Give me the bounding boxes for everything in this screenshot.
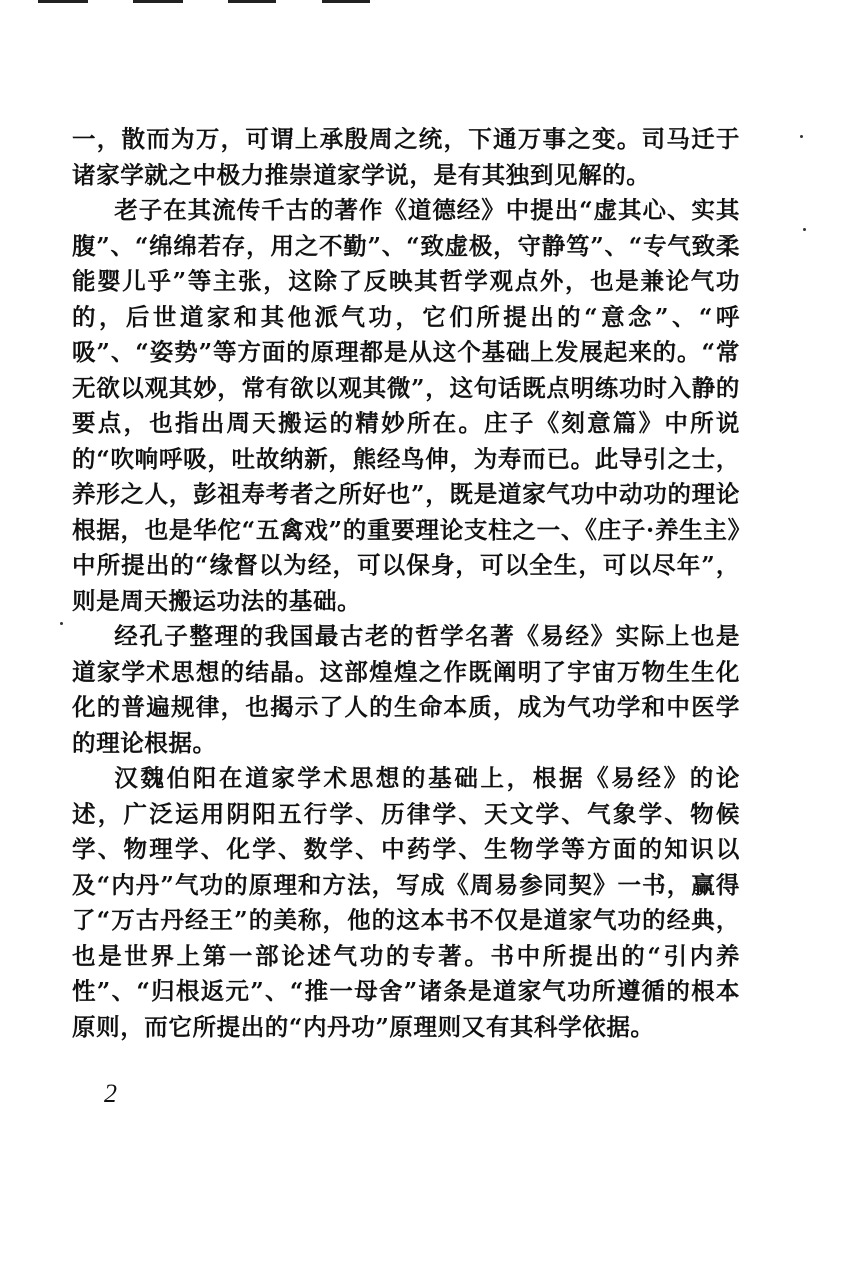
scan-speck [803,228,806,231]
page-number: 2 [104,1079,117,1108]
top-rule-1 [38,0,88,3]
body-text [72,122,740,1045]
top-rule-4 [322,0,370,3]
paragraph-2: 老子在其流传千古的著作《道德经》中提出“虚其心、实其腹”、“绵绵若存，用之不勤”、“致虚极，守静笃”、“专气致柔能婴儿乎”等主张，这除了反映其哲学观点外，也是兼论气功的，后世道家和其他派气功，它们所提出的“意念”、“呼吸”、“姿势”等方面的原理都是从这个基础上发展起来的。“常无欲以观其妙，常有欲以观其微”，这句话既点明练功时入静的要点，也指出周天搬运的精妙所在。庄子《刻意篇》中所说的“吹响呼吸，吐故纳新，熊经鸟伸，为寿而已。此导引之士，养形之人，彭祖寿考者之所好也”，既是道家气功中动功的理论根据，也是华佗“五禽戏”的重要理论支柱之一、《庄子·养生主》中所提出的“缘督以为经，可以保身，可以全生，可以尽年”，则是周天搬运功法的基础。 [72,196,740,615]
paragraph-1: 一，散而为万，可谓上承殷周之统，下通万事之变。司马迁于诸家学就之中极力推崇道家学说，是有其独到见解的。 [72,125,740,189]
top-rule-2 [133,0,183,3]
scan-speck [800,135,803,138]
paragraph-3: 经孔子整理的我国最古老的哲学名著《易经》实际上也是道家学术思想的结晶。这部煌煌之作既阐明了宇宙万物生生化化的普遍规律，也揭示了人的生命本质，成为气功学和中医学的理论根据。 [72,622,740,757]
top-rule-3 [228,0,276,3]
scan-speck [60,622,63,625]
paragraph-4: 汉魏伯阳在道家学术思想的基础上，根据《易经》的论述，广泛运用阴阳五行学、历律学、天文学、气象学、物候学、物理学、化学、数学、中药学、生物学等方面的知识以及“内丹”气功的原理和方法，写成《周易参同契》一书，赢得了“万古丹经王”的美称，他的这本书不仅是道家气功的经典，也是世界上第一部论述气功的专著。书中所提出的“引内养性”、“归根返元”、“推一母舍”诸条是道家气功所遵循的根本原则，而它所提出的“内丹功”原理则又有其科学依据。 [72,764,740,1041]
